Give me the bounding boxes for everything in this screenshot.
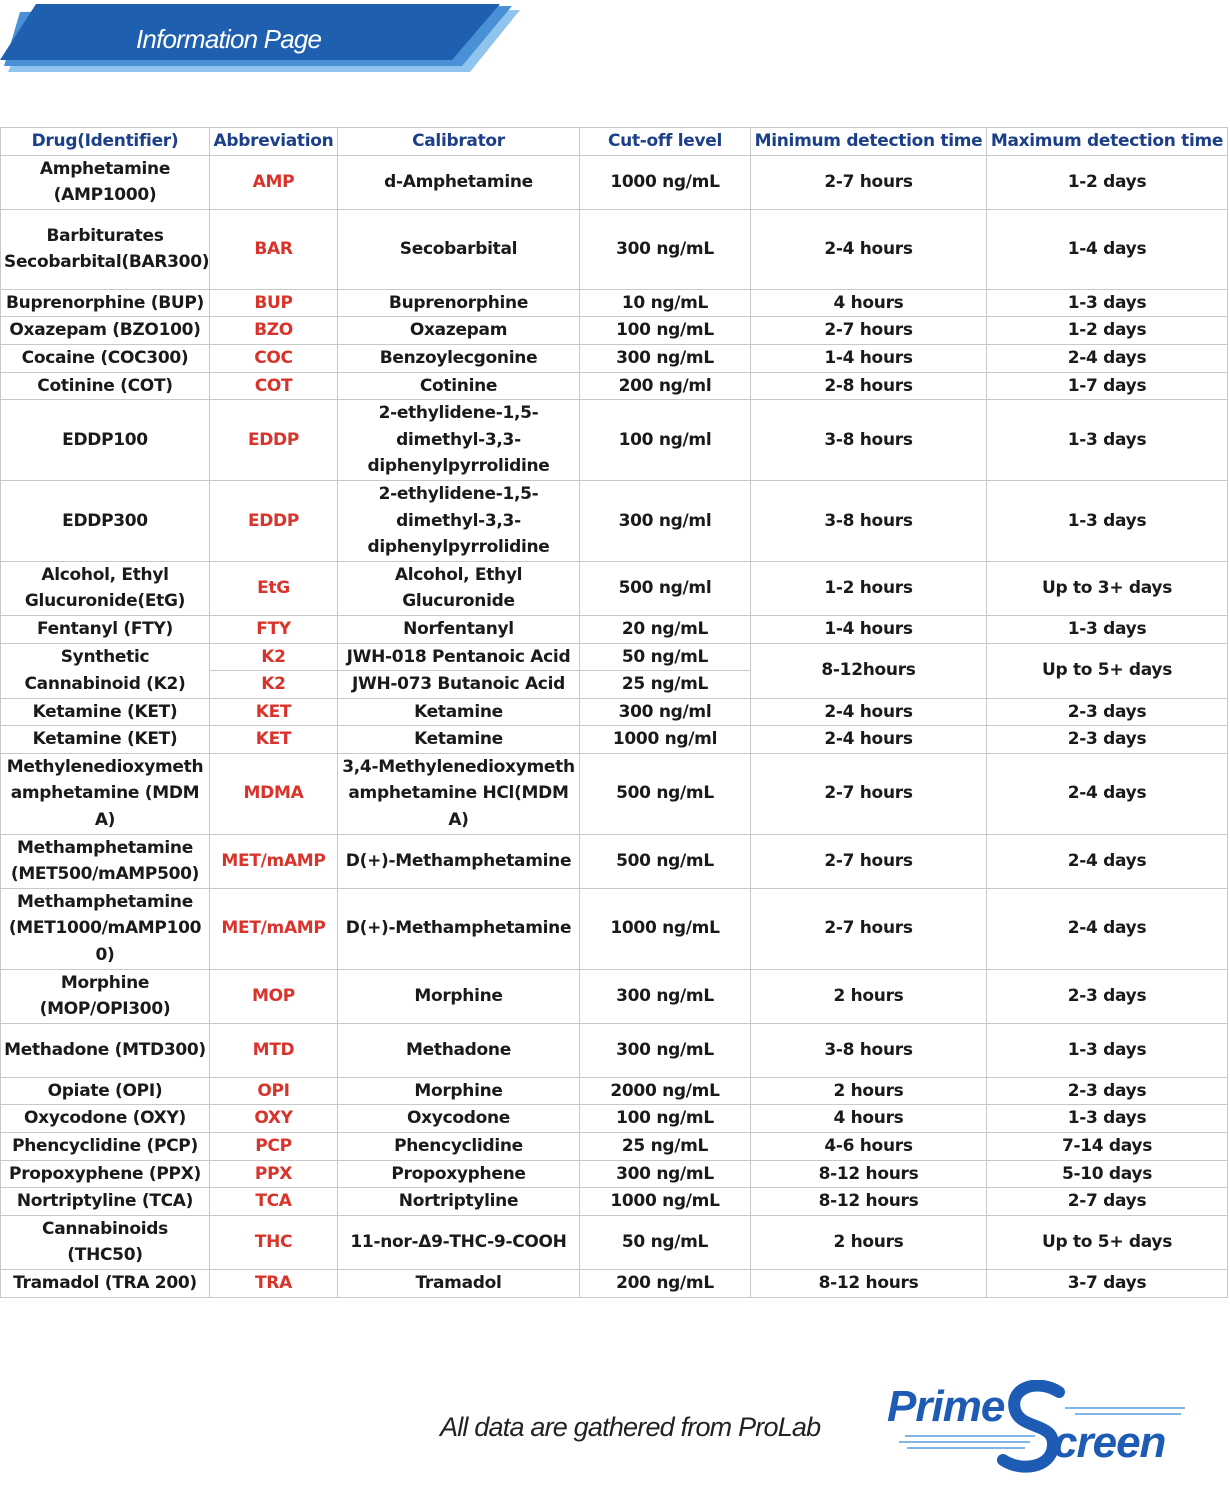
min-time-cell: 2-7 hours	[751, 753, 987, 834]
max-time-cell: 1-2 days	[987, 317, 1228, 345]
max-time-cell: 7-14 days	[987, 1133, 1228, 1161]
min-time-cell: 2-4 hours	[751, 726, 987, 754]
max-time-cell: 1-3 days	[987, 480, 1228, 561]
max-time-cell: 1-3 days	[987, 615, 1228, 643]
max-time-cell: 2-3 days	[987, 698, 1228, 726]
abbr-cell: THC	[210, 1215, 338, 1269]
cutoff-cell: 1000 ng/mL	[580, 888, 751, 969]
table-row	[1, 1133, 1228, 1161]
max-time-cell: 2-4 days	[987, 753, 1228, 834]
max-time-cell: 1-3 days	[987, 289, 1228, 317]
min-time-cell: 8-12 hours	[751, 1269, 987, 1297]
drug-cell: Buprenorphine (BUP)	[1, 289, 210, 317]
abbr-cell: K2	[210, 671, 338, 699]
cutoff-cell: 100 ng/mL	[580, 317, 751, 345]
cutoff-cell: 300 ng/mL	[580, 344, 751, 372]
calibrator-cell: D(+)-Methamphetamine	[338, 834, 580, 888]
min-time-cell: 2-4 hours	[751, 698, 987, 726]
abbr-cell: COC	[210, 344, 338, 372]
cutoff-cell: 200 ng/mL	[580, 1269, 751, 1297]
table-row	[1, 317, 1228, 345]
calibrator-cell: Morphine	[338, 969, 580, 1023]
abbr-cell: MET/mAMP	[210, 888, 338, 969]
cutoff-cell: 300 ng/mL	[580, 209, 751, 289]
min-time-cell: 1-4 hours	[751, 615, 987, 643]
abbr-cell: BZO	[210, 317, 338, 345]
max-time-cell: Up to 5+ days	[987, 643, 1228, 698]
calibrator-cell: JWH-018 Pentanoic Acid	[338, 643, 580, 671]
max-time-cell: 2-4 days	[987, 888, 1228, 969]
min-time-cell: 2-7 hours	[751, 888, 987, 969]
cutoff-cell: 50 ng/mL	[580, 1215, 751, 1269]
drug-cell: Cotinine (COT)	[1, 372, 210, 400]
max-time-cell: 1-3 days	[987, 400, 1228, 481]
max-time-cell: 1-4 days	[987, 209, 1228, 289]
abbr-cell: KET	[210, 726, 338, 754]
calibrator-cell: Secobarbital	[338, 209, 580, 289]
calibrator-cell: Morphine	[338, 1077, 580, 1105]
table-row	[1, 753, 1228, 834]
min-time-cell: 8-12 hours	[751, 1188, 987, 1216]
cutoff-cell: 1000 ng/ml	[580, 726, 751, 754]
abbr-cell: MTD	[210, 1023, 338, 1077]
drug-cell: Tramadol (TRA 200)	[1, 1269, 210, 1297]
calibrator-cell: JWH-073 Butanoic Acid	[338, 671, 580, 699]
cutoff-cell: 1000 ng/mL	[580, 1188, 751, 1216]
table-row	[1, 289, 1228, 317]
col-header-min-detection: Minimum detection time	[751, 128, 987, 156]
abbr-cell: OXY	[210, 1105, 338, 1133]
cutoff-cell: 500 ng/ml	[580, 561, 751, 615]
cutoff-cell: 100 ng/mL	[580, 1105, 751, 1133]
table-row	[1, 1269, 1228, 1297]
abbr-cell: COT	[210, 372, 338, 400]
cutoff-cell: 500 ng/mL	[580, 753, 751, 834]
calibrator-cell: Propoxyphene	[338, 1160, 580, 1188]
abbr-cell: OPI	[210, 1077, 338, 1105]
cutoff-cell: 1000 ng/mL	[580, 155, 751, 209]
drug-cell: Propoxyphene (PPX)	[1, 1160, 210, 1188]
min-time-cell: 2-7 hours	[751, 155, 987, 209]
min-time-cell: 2-4 hours	[751, 209, 987, 289]
abbr-cell: TCA	[210, 1188, 338, 1216]
min-time-cell: 4-6 hours	[751, 1133, 987, 1161]
calibrator-cell: d-Amphetamine	[338, 155, 580, 209]
min-time-cell: 2-8 hours	[751, 372, 987, 400]
max-time-cell: 2-7 days	[987, 1188, 1228, 1216]
calibrator-cell: 11-nor-Δ9-THC-9-COOH	[338, 1215, 580, 1269]
table-row	[1, 1023, 1228, 1077]
table-header-row	[1, 128, 1228, 156]
abbr-cell: BUP	[210, 289, 338, 317]
calibrator-cell: Ketamine	[338, 698, 580, 726]
calibrator-cell: 3,4-Methylenedioxymethamphetamine HCl(MDMA)	[338, 753, 580, 834]
calibrator-cell: Methadone	[338, 1023, 580, 1077]
min-time-cell: 3-8 hours	[751, 1023, 987, 1077]
col-header-drug: Drug(Identifier)	[1, 128, 210, 156]
min-time-cell: 1-2 hours	[751, 561, 987, 615]
calibrator-cell: Alcohol, Ethyl Glucuronide	[338, 561, 580, 615]
cutoff-cell: 300 ng/mL	[580, 969, 751, 1023]
table-row	[1, 1160, 1228, 1188]
table-row	[1, 1188, 1228, 1216]
abbr-cell: FTY	[210, 615, 338, 643]
drug-cell: Barbiturates Secobarbital(BAR300)	[1, 209, 210, 289]
table-row	[1, 344, 1228, 372]
abbr-cell: KET	[210, 698, 338, 726]
cutoff-cell: 20 ng/mL	[580, 615, 751, 643]
abbr-cell: TRA	[210, 1269, 338, 1297]
drug-cell: Ketamine (KET)	[1, 698, 210, 726]
cutoff-cell: 100 ng/ml	[580, 400, 751, 481]
drug-cell: Cocaine (COC300)	[1, 344, 210, 372]
drug-cell: Synthetic Cannabinoid (K2)	[1, 643, 210, 698]
drug-table	[0, 127, 1228, 1298]
cutoff-cell: 50 ng/mL	[580, 643, 751, 671]
max-time-cell: 5-10 days	[987, 1160, 1228, 1188]
drug-cell: Opiate (OPI)	[1, 1077, 210, 1105]
abbr-cell: PCP	[210, 1133, 338, 1161]
max-time-cell: 2-3 days	[987, 969, 1228, 1023]
table-row	[1, 1105, 1228, 1133]
min-time-cell: 2 hours	[751, 1215, 987, 1269]
min-time-cell: 2-7 hours	[751, 834, 987, 888]
col-header-cutoff: Cut-off level	[580, 128, 751, 156]
abbr-cell: MDMA	[210, 753, 338, 834]
calibrator-cell: Oxycodone	[338, 1105, 580, 1133]
abbr-cell: EDDP	[210, 400, 338, 481]
cutoff-cell: 500 ng/mL	[580, 834, 751, 888]
abbr-cell: PPX	[210, 1160, 338, 1188]
calibrator-cell: Benzoylecgonine	[338, 344, 580, 372]
page-title: Information Page	[136, 24, 322, 54]
abbr-cell: EDDP	[210, 480, 338, 561]
cutoff-cell: 2000 ng/mL	[580, 1077, 751, 1105]
table-row	[1, 209, 1228, 289]
table-row	[1, 400, 1228, 481]
table-row	[1, 698, 1228, 726]
table-row	[1, 480, 1228, 561]
drug-cell: Methamphetamine (MET500/mAMP500)	[1, 834, 210, 888]
abbr-cell: BAR	[210, 209, 338, 289]
logo-creen-text: creen	[1053, 1418, 1166, 1467]
calibrator-cell: Norfentanyl	[338, 615, 580, 643]
table-row	[1, 372, 1228, 400]
max-time-cell: Up to 3+ days	[987, 561, 1228, 615]
drug-cell: Methamphetamine (MET1000/mAMP1000)	[1, 888, 210, 969]
max-time-cell: 3-7 days	[987, 1269, 1228, 1297]
min-time-cell: 8-12hours	[751, 643, 987, 698]
min-time-cell: 4 hours	[751, 289, 987, 317]
col-header-abbreviation: Abbreviation	[210, 128, 338, 156]
min-time-cell: 2 hours	[751, 1077, 987, 1105]
table-row	[1, 1215, 1228, 1269]
drug-cell: Alcohol, Ethyl Glucuronide(EtG)	[1, 561, 210, 615]
max-time-cell: 1-2 days	[987, 155, 1228, 209]
table-row	[1, 643, 1228, 671]
drug-cell: EDDP300	[1, 480, 210, 561]
drug-cell: Nortriptyline (TCA)	[1, 1188, 210, 1216]
header-banner	[0, 0, 530, 80]
max-time-cell: 2-3 days	[987, 1077, 1228, 1105]
min-time-cell: 2-7 hours	[751, 317, 987, 345]
min-time-cell: 3-8 hours	[751, 400, 987, 481]
drug-cell: Fentanyl (FTY)	[1, 615, 210, 643]
min-time-cell: 3-8 hours	[751, 480, 987, 561]
max-time-cell: 1-3 days	[987, 1023, 1228, 1077]
calibrator-cell: Ketamine	[338, 726, 580, 754]
cutoff-cell: 25 ng/mL	[580, 671, 751, 699]
max-time-cell: 2-4 days	[987, 344, 1228, 372]
max-time-cell: 1-7 days	[987, 372, 1228, 400]
table-row	[1, 1077, 1228, 1105]
cutoff-cell: 300 ng/mL	[580, 1023, 751, 1077]
calibrator-cell: Cotinine	[338, 372, 580, 400]
source-note: All data are gathered from ProLab	[440, 1412, 821, 1442]
drug-cell: Oxycodone (OXY)	[1, 1105, 210, 1133]
drug-cell: Methadone (MTD300)	[1, 1023, 210, 1077]
drug-cell: Cannabinoids (THC50)	[1, 1215, 210, 1269]
max-time-cell: 1-3 days	[987, 1105, 1228, 1133]
drug-cell: Oxazepam (BZO100)	[1, 317, 210, 345]
table-row	[1, 155, 1228, 209]
drug-cell: Morphine (MOP/OPI300)	[1, 969, 210, 1023]
cutoff-cell: 25 ng/mL	[580, 1133, 751, 1161]
min-time-cell: 4 hours	[751, 1105, 987, 1133]
abbr-cell: MOP	[210, 969, 338, 1023]
min-time-cell: 8-12 hours	[751, 1160, 987, 1188]
calibrator-cell: Nortriptyline	[338, 1188, 580, 1216]
abbr-cell: AMP	[210, 155, 338, 209]
logo-prime-text: Prime	[887, 1382, 1005, 1431]
drug-cell: Amphetamine (AMP1000)	[1, 155, 210, 209]
drug-cell: Ketamine (KET)	[1, 726, 210, 754]
calibrator-cell: 2-ethylidene-1,5-dimethyl-3,3-diphenylpyrrolidine	[338, 480, 580, 561]
abbr-cell: K2	[210, 643, 338, 671]
table-row	[1, 726, 1228, 754]
calibrator-cell: Tramadol	[338, 1269, 580, 1297]
max-time-cell: 2-3 days	[987, 726, 1228, 754]
table-row	[1, 615, 1228, 643]
cutoff-cell: 200 ng/ml	[580, 372, 751, 400]
max-time-cell: Up to 5+ days	[987, 1215, 1228, 1269]
cutoff-cell: 10 ng/mL	[580, 289, 751, 317]
cutoff-cell: 300 ng/ml	[580, 698, 751, 726]
calibrator-cell: Oxazepam	[338, 317, 580, 345]
abbr-cell: MET/mAMP	[210, 834, 338, 888]
table-row	[1, 561, 1228, 615]
cutoff-cell: 300 ng/ml	[580, 480, 751, 561]
min-time-cell: 1-4 hours	[751, 344, 987, 372]
prime-screen-logo	[885, 1378, 1195, 1478]
calibrator-cell: Buprenorphine	[338, 289, 580, 317]
min-time-cell: 2 hours	[751, 969, 987, 1023]
max-time-cell: 2-4 days	[987, 834, 1228, 888]
calibrator-cell: 2-ethylidene-1,5-dimethyl-3,3-diphenylpyrrolidine	[338, 400, 580, 481]
drug-cell: EDDP100	[1, 400, 210, 481]
table-row	[1, 969, 1228, 1023]
cutoff-cell: 300 ng/mL	[580, 1160, 751, 1188]
calibrator-cell: D(+)-Methamphetamine	[338, 888, 580, 969]
abbr-cell: EtG	[210, 561, 338, 615]
col-header-calibrator: Calibrator	[338, 128, 580, 156]
table-row	[1, 834, 1228, 888]
drug-cell: Methylenedioxymethamphetamine (MDMA)	[1, 753, 210, 834]
calibrator-cell: Phencyclidine	[338, 1133, 580, 1161]
drug-cell: Phencyclidine (PCP)	[1, 1133, 210, 1161]
col-header-max-detection: Maximum detection time	[987, 128, 1228, 156]
table-row	[1, 888, 1228, 969]
